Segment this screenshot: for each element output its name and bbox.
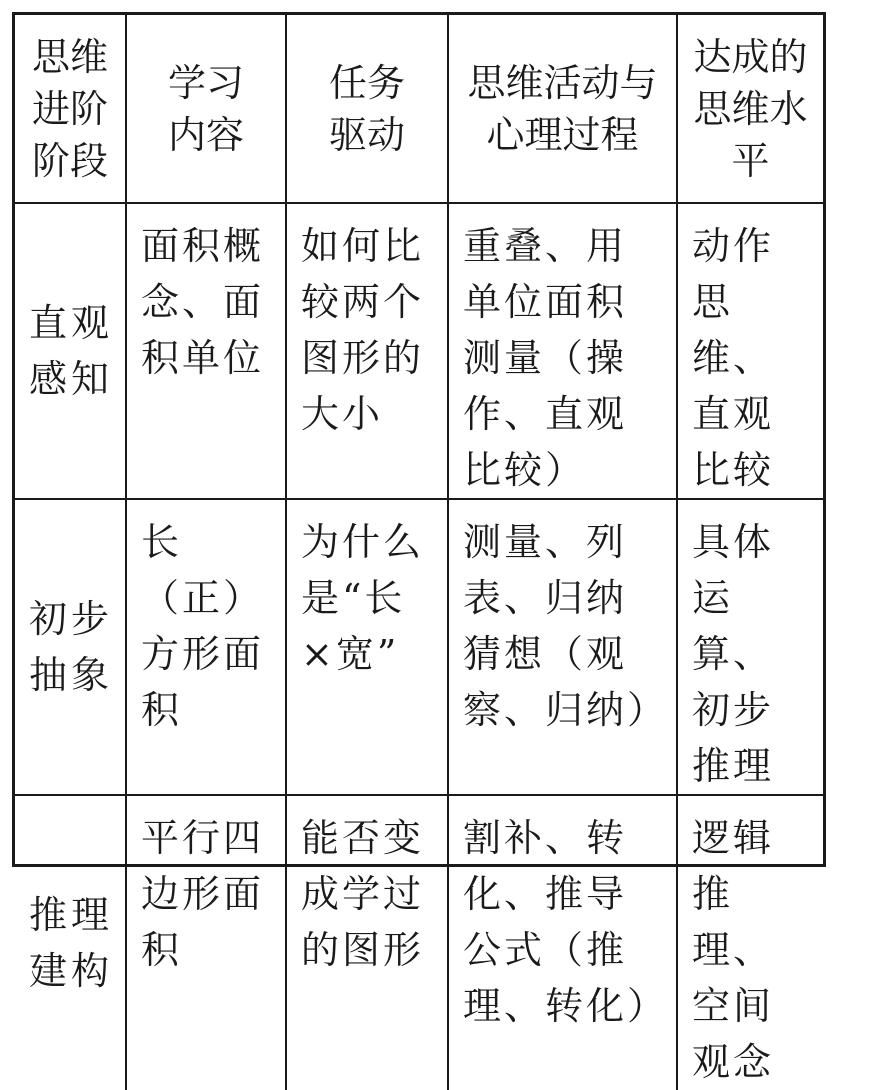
- thinking-progression-table: [12, 12, 826, 1084]
- table: [15, 15, 823, 1090]
- stage-cell: 推理 建构: [15, 795, 126, 1090]
- task-cell: 为什么是“长×宽”: [286, 499, 448, 795]
- stage-cell: 直观 感知: [15, 203, 126, 499]
- header-activity: 思维活动与 心理过程: [448, 15, 677, 203]
- stage-cell: 初步 抽象: [15, 499, 126, 795]
- level-cell: 动作思维、直观比较: [677, 203, 823, 499]
- content-cell: 平行四边形面积: [126, 795, 286, 1090]
- task-cell: 能否变成学过的图形: [286, 795, 448, 1090]
- activity-cell: 测量、列表、归纳猜想（观察、归纳）: [448, 499, 677, 795]
- level-cell: 逻辑推理、空间观念: [677, 795, 823, 1090]
- header-content: 学习 内容: [126, 15, 286, 203]
- table-row: [15, 499, 823, 795]
- task-cell: 如何比较两个图形的大小: [286, 203, 448, 499]
- table-row: [15, 203, 823, 499]
- table-row: [15, 795, 823, 1090]
- header-row: [15, 15, 823, 203]
- activity-cell: 重叠、用单位面积测量（操作、直观比较）: [448, 203, 677, 499]
- content-cell: 面积概念、面积单位: [126, 203, 286, 499]
- header-stage: 思维 进阶 阶段: [15, 15, 126, 203]
- header-task: 任务 驱动: [286, 15, 448, 203]
- level-cell: 具体运算、初步推理: [677, 499, 823, 795]
- activity-cell: 割补、转化、推导公式（推理、转化）: [448, 795, 677, 1090]
- header-level: 达成的 思维水 平: [677, 15, 823, 203]
- content-cell: 长（正）方形面积: [126, 499, 286, 795]
